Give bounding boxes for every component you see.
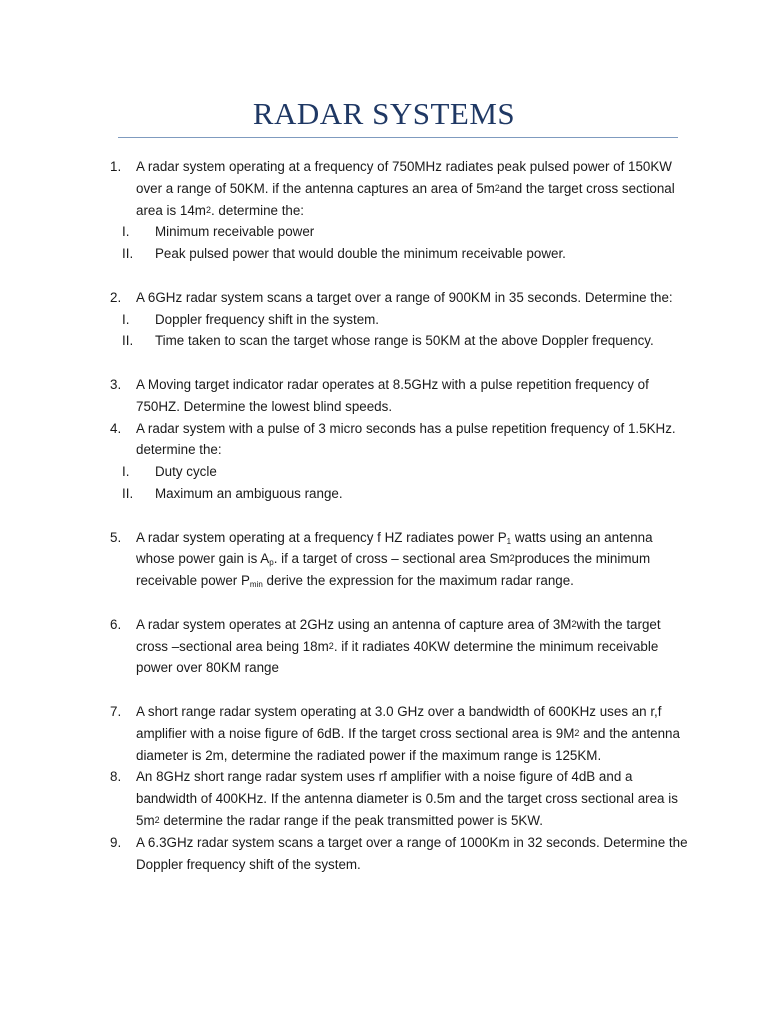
question-list: [110, 156, 690, 875]
sub-number: II.: [122, 333, 134, 349]
sub-question: [110, 461, 690, 483]
question-text: A radar system operating at a frequency f HZ radiates power $P_1$ watts using an antenna whose power gain is $A_p$. if a target of cross – sectional area Sm$^2$produces the minimum receivable power $P_{min}$ derive the expression for the maximum radar range.: [136, 529, 653, 590]
question-number: 5.: [110, 529, 122, 545]
question-number: 8.: [110, 769, 122, 785]
question-number: 9.: [110, 834, 122, 850]
question-number: 1.: [110, 159, 122, 174]
question-number: 3.: [110, 376, 122, 392]
sub-number: II.: [122, 485, 134, 501]
sub-number: I.: [122, 224, 130, 240]
sub-text: Doppler frequency shift in the system.: [155, 311, 380, 327]
question-8: [110, 766, 690, 831]
question-number: 7.: [110, 703, 122, 719]
sub-text: Minimum receivable power: [155, 224, 315, 240]
question-text: An 8GHz short range radar system uses rf amplifier with a noise figure of 4dB and a bandwidth of 400KHz. If the antenna diameter is 0.5m and the target cross sectional area is $5m^2$ determine the radar range if the peak transmitted power is 5KW.: [136, 769, 678, 828]
question-7: [110, 701, 690, 766]
question-text: A radar system with a pulse of 3 micro seconds has a pulse repetition frequency of 1.5KHz. determine the:: [136, 420, 676, 458]
question-text: A Moving target indicator radar operates at 8.5GHz with a pulse repetition frequency of 750HZ. Determine the lowest blind speeds.: [136, 376, 649, 414]
question-9: [110, 832, 690, 876]
question-text: A short range radar system operating at 3.0 GHz over a bandwidth of 600KHz uses an r,f amplifier with a noise figure of 6dB. If the target cross sectional area is $9M^2$ and the antenna diameter is 2m, determine the radiated power if the maximum range is 125KM.: [136, 703, 680, 763]
question-text: A radar system operates at 2GHz using an antenna of capture area of $3M^2with$ the target cross –sectional area being $18m^2$. if it radiates 40KW determine the minimum receivable power over 80KM range: [136, 616, 661, 676]
question-text: A radar system operating at a frequency of 750MHz radiates peak pulsed power of 150KW over a range of 50KM. if the antenna captures an area of $5m^2and$ the target cross sectional area is $14m^2$. determine the:: [136, 159, 675, 218]
question-1: [110, 156, 690, 221]
sub-number: I.: [122, 311, 130, 327]
sub-question: [110, 243, 690, 265]
sub-question: [110, 483, 690, 505]
sub-number: II.: [122, 246, 134, 262]
question-text: A 6.3GHz radar system scans a target over a range of 1000Km in 32 seconds. Determine the Doppler frequency shift of the system.: [136, 834, 688, 872]
sub-question: [110, 330, 690, 352]
title-underline: [118, 137, 678, 138]
sub-text: Time taken to scan the target whose range is 50KM at the above Doppler frequency.: [155, 333, 654, 349]
question-number: 4.: [110, 420, 122, 436]
sub-question: [110, 221, 690, 243]
question-number: 2.: [110, 289, 122, 305]
sub-number: I.: [122, 464, 130, 480]
question-4: [110, 418, 690, 462]
sub-text: Maximum an ambiguous range.: [155, 485, 343, 501]
question-5: [110, 527, 690, 592]
question-2: [110, 287, 690, 309]
question-number: 6.: [110, 616, 122, 632]
sub-question: [110, 309, 690, 331]
question-text: A 6GHz radar system scans a target over a range of 900KM in 35 seconds. Determine the:: [136, 289, 673, 305]
question-3: [110, 374, 690, 418]
question-6: [110, 614, 690, 679]
sub-text: Peak pulsed power that would double the minimum receivable power.: [155, 246, 566, 262]
sub-text: Duty cycle: [155, 464, 217, 480]
page-title: RADAR SYSTEMS: [252, 96, 516, 131]
